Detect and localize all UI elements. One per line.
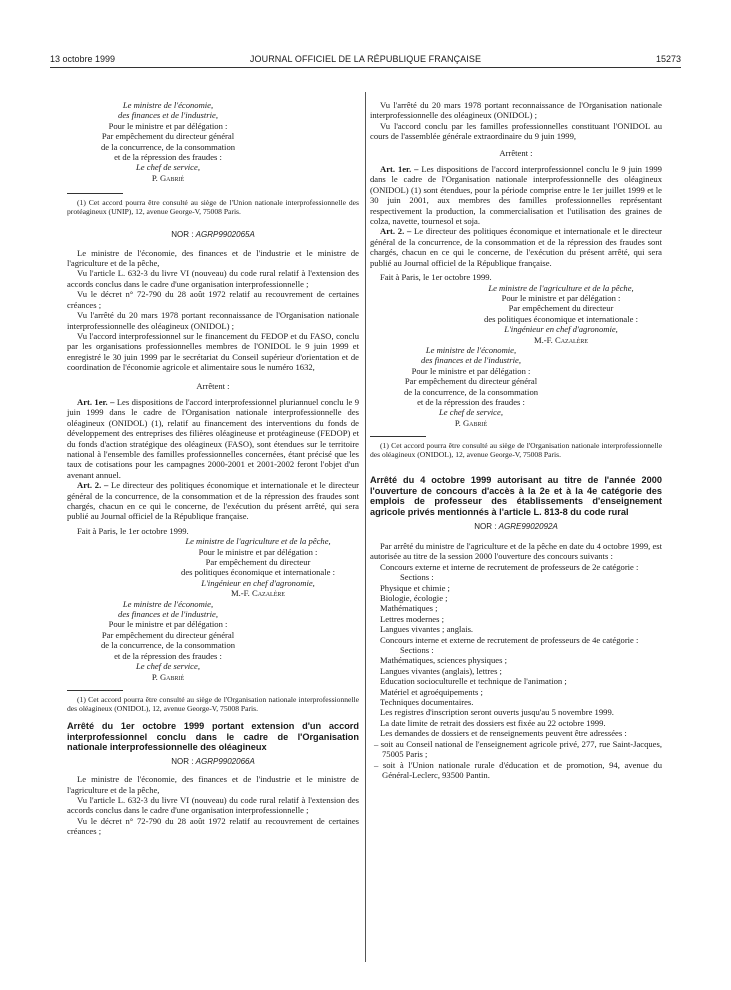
- journal-title: JOURNAL OFFICIEL DE LA RÉPUBLIQUE FRANÇAISE: [249, 54, 482, 64]
- paragraph: Vu le décret n° 72-790 du 28 août 1972 relatif au recouvrement de certaines créances ;: [67, 289, 359, 310]
- sig-line: Le ministre de l'agriculture et de la pêche,: [488, 282, 634, 293]
- article-2: Art. 2. – Le directeur des politiques économique et internationale et le directeur général de la concurrence, de la consommation et de la répression des fraudes sont chargés, chacun en ce qui le concerne, de l'exécution du présent arrêté, qui sera publié au Journal officiel de la République française.: [67, 480, 359, 522]
- footnote-rule: [370, 436, 426, 437]
- sig-line: Le ministre de l'agriculture et de la pêche,: [185, 536, 331, 547]
- fait-a-paris: Fait à Paris, le 1er octobre 1999.: [77, 525, 189, 536]
- decree-title: Arrêté du 1er octobre 1999 portant extension d'un accord interprofessionnel conclu dans le cadre de l'Organisation nationale interprofessionnelle des oléagineux: [67, 720, 359, 753]
- list-item: Physique et chimie ;: [380, 582, 450, 593]
- footnote: (1) Cet accord pourra être consulté au siège de l'Union nationale interprofessionnelle des protéagineux (UNIP), 12, avenue George-V, 75008 Paris.: [67, 198, 359, 217]
- list-item: – soit au Conseil national de l'enseignement agricole privé, 277, rue Saint-Jacques, 75005 Paris ;: [374, 738, 662, 760]
- paragraph: Le ministre de l'économie, des finances et de l'industrie et le ministre de l'agriculture et de la pêche,: [67, 774, 359, 795]
- signature-eco: [67, 599, 359, 682]
- sig-line: Par empêchement du directeur général: [101, 629, 235, 640]
- paragraph: Vu l'arrêté du 20 mars 1978 portant reconnaissance de l'Organisation nationale interprofessionnelle des oléagineux (ONIDOL) ;: [67, 310, 359, 331]
- sig-line: et de la répression des fraudes :: [114, 152, 222, 163]
- article-2: Art. 2. – Le directeur des politiques économique et internationale et le directeur général de la concurrence, de la consommation et de la répression des fraudes sont chargés, chacun en ce qui le concerne, de l'exécution du présent arrêté, qui sera publié au Journal officiel de la République française.: [370, 226, 662, 268]
- sig-line: Par empêchement du directeur: [205, 557, 311, 568]
- list-item: Biologie, écologie ;: [380, 593, 448, 603]
- sig-name: P. Gabrié: [151, 172, 185, 183]
- list-item: Techniques documentaires.: [380, 697, 474, 708]
- sig-line: des finances et de l'industrie,: [421, 355, 521, 366]
- list-item: Langues vivantes (anglais), lettres ;: [380, 665, 502, 676]
- paragraph: Le ministre de l'économie, des finances et de l'industrie et le ministre de l'agriculture et de la pêche,: [67, 247, 359, 269]
- column-divider: [365, 92, 366, 962]
- sig-line: Par empêchement du directeur général: [101, 131, 235, 142]
- sig-line: Pour le ministre et par délégation :: [108, 619, 228, 630]
- arretent: Arrêtent :: [499, 147, 533, 158]
- sig-line: des finances et de l'industrie,: [118, 609, 218, 620]
- sig-line: et de la répression des fraudes :: [114, 650, 222, 661]
- sig-line: Pour le ministre et par délégation :: [198, 546, 318, 557]
- sig-line: Pour le ministre et par délégation :: [501, 292, 621, 303]
- sig-line: des finances et de l'industrie,: [118, 110, 218, 121]
- sections-label: Sections :: [400, 572, 434, 583]
- right-column: [370, 100, 662, 780]
- nor-line: NOR : AGRE9902092A: [474, 521, 558, 531]
- sig-name: M.-F. Cazalère: [533, 334, 589, 345]
- sig-line: Le chef de service,: [439, 407, 503, 418]
- signature-agri: [67, 536, 359, 598]
- list-item: – soit à l'Union nationale rurale d'éducation et de promotion, 94, avenue du Général-Leclerc, 93500 Pantin.: [374, 759, 662, 780]
- sig-line: Le chef de service,: [136, 661, 200, 672]
- sig-name: M.-F. Cazalère: [230, 588, 286, 599]
- nor-code: AGRP9902065A: [195, 230, 255, 240]
- paragraph: Vu le décret n° 72-790 du 28 août 1972 relatif au recouvrement de certaines créances ;: [67, 815, 359, 837]
- list-item: Matériel et agroéquipements ;: [380, 686, 483, 697]
- sig-line: L'ingénieur en chef d'agronomie,: [201, 577, 315, 588]
- list-item: Langues vivantes ; anglais.: [380, 624, 474, 635]
- footnote-rule: [67, 690, 123, 691]
- nor-code: AGRE9902092A: [498, 521, 558, 531]
- sig-name: P. Gabrié: [151, 671, 185, 682]
- signature-block-1: [67, 100, 359, 183]
- sig-line: des politiques économique et internationale :: [181, 567, 335, 578]
- sig-line: Le chef de service,: [136, 162, 200, 173]
- sig-line: de la concurrence, de la consommation: [100, 141, 236, 152]
- sig-line: des politiques économique et internationale :: [484, 313, 638, 324]
- signature-eco: [370, 345, 662, 428]
- paragraph: Vu l'article L. 632-3 du livre VI (nouveau) du code rural relatif à l'extension des accords conclus dans le cadre d'une organisation interprofessionnelle ;: [67, 794, 359, 816]
- paragraph: La date limite de retrait des dossiers est fixée au 22 octobre 1999.: [380, 717, 606, 728]
- left-column: [67, 100, 359, 837]
- paragraph: Vu l'article L. 632-3 du livre VI (nouveau) du code rural relatif à l'extension des accords conclus dans le cadre d'une organisation interprofessionnelle ;: [67, 268, 359, 289]
- sig-line: Pour le ministre et par délégation :: [411, 365, 531, 376]
- footnote: (1) Cet accord pourra être consulté au siège de l'Organisation nationale interprofessionnelle des oléagineux (ONIDOL), 12, avenue George-V, 75008 Paris.: [370, 441, 662, 460]
- signature-agri: [370, 283, 662, 345]
- paragraph: Vu l'arrêté du 20 mars 1978 portant reconnaissance de l'Organisation nationale interprofessionnelle des oléagineux (ONIDOL) ;: [370, 100, 662, 121]
- sig-line: Le ministre de l'économie,: [425, 344, 517, 355]
- list-item: Mathématiques, sciences physiques ;: [380, 655, 507, 666]
- header-date: 13 octobre 1999: [50, 54, 116, 64]
- sig-line: de la concurrence, de la consommation: [100, 640, 236, 651]
- header-rule: [50, 67, 681, 68]
- sig-line: Pour le ministre et par délégation :: [108, 120, 228, 131]
- sig-line: Par empêchement du directeur: [508, 303, 614, 314]
- footnote: (1) Cet accord pourra être consulté au siège de l'Organisation nationale interprofessionnelle des oléagineux (ONIDOL), 12, avenue George-V, 75008 Paris.: [67, 694, 359, 713]
- list-item: Education socioculturelle et technique de l'animation ;: [380, 676, 567, 687]
- footnote-rule: [67, 193, 123, 194]
- sig-line: Le ministre de l'économie,: [122, 598, 214, 609]
- paragraph: Concours externe et interne de recrutement de professeurs de 2e catégorie :: [380, 561, 639, 572]
- article-1: Art. 1er. – Les dispositions de l'accord interprofessionnel pluriannuel conclu le 9 juin 1999 dans le cadre de l'Organisation nationale interprofessionnelle des oléagineux (ONIDOL) (1), relatif au financement des interventions du fonds de développement des entreprises des filières oléagineuse et protéagineuse (FEDOP) et du fonds d'action stratégique des oléagineux (FASO), sont étendues sur le territoire national à l'ensemble des familles professionnelles concernées, étant précisé que les taux de cotisations pour les campagnes 2000-2001 et 2001-2002 feront l'objet d'un avenant annuel.: [67, 396, 359, 480]
- nor-line: NOR : AGRP9902065A: [171, 230, 255, 240]
- arretent: Arrêtent :: [196, 380, 230, 391]
- paragraph: Concours interne et externe de recrutement de professeurs de 4e catégorie :: [380, 634, 639, 645]
- sig-line: L'ingénieur en chef d'agronomie,: [504, 324, 618, 335]
- paragraph: Vu l'accord interprofessionnel sur le financement du FEDOP et du FASO, conclu par les organisations professionnelles membres de l'ONIDOL le 9 juin 1999 et enregistré le 30 juin 1999 par le secrétariat du Conseil supérieur d'orientation et de coordination de l'économie agricole et alimentaire sous le numéro 1632,: [67, 330, 359, 373]
- paragraph: Les registres d'inscription seront ouverts jusqu'au 5 novembre 1999.: [380, 707, 614, 718]
- sig-line: et de la répression des fraudes :: [417, 396, 525, 407]
- sig-name: P. Gabrié: [454, 417, 488, 428]
- sig-line: Par empêchement du directeur général: [404, 376, 538, 387]
- paragraph: Vu l'accord conclu par les familles professionnelles constituant l'ONIDOL au cours de l'assemblée générale extraordinaire du 9 juin 1999,: [370, 120, 662, 142]
- sig-line: Le ministre de l'économie,: [122, 100, 214, 110]
- nor-code: AGRP9902066A: [195, 756, 255, 766]
- article-1: Art. 1er. – Les dispositions de l'accord interprofessionnel conclu le 9 juin 1999 dans le cadre de l'Organisation nationale interprofessionnelle des oléagineux (ONIDOL) (1) sont étendues, pour la période comprise entre le 1er juillet 1999 et le 30 juin 2001, aux membres des familles professionnelles représentant respectivement la production, la commercialisation et l'utilisation des graines de colza, navette, tournesol et soja.: [370, 164, 662, 227]
- sig-line: de la concurrence, de la consommation: [403, 386, 539, 397]
- list-item: Mathématiques ;: [380, 603, 438, 614]
- sections-label: Sections :: [400, 645, 434, 656]
- decree-title: Arrêté du 4 octobre 1999 autorisant au titre de l'année 2000 l'ouverture de concours d'accès à la 2e et à la 4e catégorie des emplois de professeur des établissements d'enseignement agricole privés mentionnés à l'article L. 813-8 du code rural: [370, 475, 662, 517]
- nor-line: NOR : AGRP9902066A: [171, 756, 255, 766]
- page-number: 15273: [655, 54, 681, 64]
- paragraph: Par arrêté du ministre de l'agriculture et de la pêche en date du 4 octobre 1999, est autorisée au titre de la session 2000 l'ouverture des concours suivants :: [370, 540, 662, 562]
- paragraph: Les demandes de dossiers et de renseignements peuvent être adressées :: [380, 728, 627, 739]
- page-header: [50, 54, 681, 68]
- fait-a-paris: Fait à Paris, le 1er octobre 1999.: [380, 272, 492, 283]
- list-item: Lettres modernes ;: [380, 613, 444, 624]
